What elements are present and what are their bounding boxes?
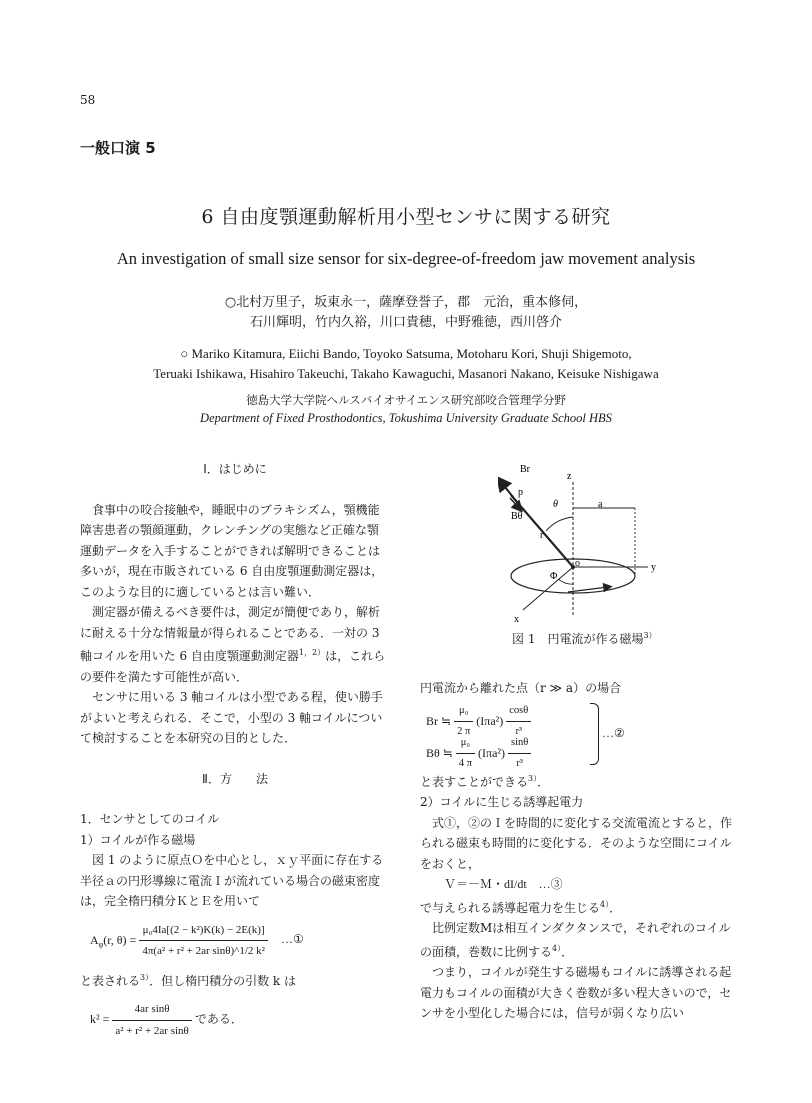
citation-4: 4）: [600, 899, 610, 909]
right-column: [420, 678, 732, 1024]
paragraph-emf-3: [420, 918, 732, 962]
paragraph-intro-3: センサに用いる 3 軸コイルは小型である程，使い勝手がよいと考えられる．そこで，小型の 3 軸コイルについて検討することを本研究の目的とした．: [80, 690, 383, 745]
eq-br-num: cosθ: [506, 701, 531, 723]
figure-1-citation: 3）: [643, 631, 657, 640]
paragraph-emf-1: 式①，②のＩを時間的に変化する交流電流とすると，作られる磁束も時間的に変化する．そのような空間にコイルをおくと，: [420, 815, 733, 871]
eq2-denominator: a² + r² + 2ar sinθ: [115, 1024, 189, 1037]
equation-1: [90, 920, 390, 962]
eq-btheta-lhs: Bθ ≒: [426, 745, 453, 760]
eq-2-tag: …②: [602, 725, 625, 740]
eq-btheta-mid: (Iπa²): [478, 745, 505, 760]
label-r: r: [540, 530, 544, 541]
page-number: 58: [80, 93, 96, 107]
section-heading-introduction: Ⅰ．はじめに: [203, 462, 267, 476]
label-p: p: [518, 487, 523, 498]
label-a: a: [598, 499, 603, 510]
left-column: [80, 459, 390, 1041]
paragraph-intro-2-text-a: 測定器が備えるべき要件は，測定が簡便であり，解析に耐える十分な情報量が得られることである．一対の 3 軸コイルを用いた 6 自由度顎運動測定器: [80, 605, 381, 663]
eq-br-mid: (Iπa²): [476, 713, 504, 728]
paragraph-method-2-text-b: ．但し楕円積分の引数 k は: [149, 973, 297, 988]
eq-br-lhs: Br ≒: [426, 713, 452, 728]
authors-en-line-1: ○ Mariko Kitamura, Eiichi Bando, Toyoko Satsuma, Motoharu Kori, Shuji Shigemoto,: [180, 346, 632, 361]
equation-2: [90, 999, 390, 1041]
subsection-coil-as-sensor: 1．センサとしてのコイル: [80, 812, 220, 826]
paragraph-method-1: 図 1 のように原点Ｏを中心とし，ｘｙ平面に存在する半径ａの円形導線に電流Ｉが流れている場合の磁束密度は，完全楕円積分ＫとＥを用いて: [80, 853, 384, 908]
equation-3: Ｖ＝－Ｍ・dI/dt …③: [444, 877, 563, 891]
eq-btheta-den: r³: [516, 758, 523, 769]
eq1-subscript: φ: [98, 939, 104, 949]
label-z: z: [567, 471, 572, 482]
paragraph-emf-2-text-a: で与えられる誘導起電力を生じる: [420, 900, 601, 915]
label-x: x: [514, 614, 519, 625]
label-theta: θ: [553, 499, 558, 510]
authors-ja-line-2: 石川輝明，竹内久裕，川口貴穂，中野雅徳，西川啓介: [249, 315, 562, 330]
title-english: An investigation of small size sensor for six-degree-of-freedom jaw movement analysis: [116, 249, 696, 268]
citation-1-2: 1，2）: [298, 648, 326, 657]
title-japanese: 6 自由度顎運動解析用小型センサに関する研究: [201, 206, 611, 228]
paragraph-method-2: [80, 968, 390, 992]
eq1-denominator: 4π(a² + r² + 2ar sinθ)^1/2 k²: [142, 945, 265, 957]
subsubsection-induced-emf: 2）コイルに生じる誘導起電力: [420, 795, 584, 809]
affiliation-english: Department of Fixed Prosthodontics, Tokushima University Graduate School HBS: [200, 411, 612, 425]
eq1-lhs: A: [90, 932, 99, 947]
eq-btheta-coef-num: μ₀: [456, 733, 475, 755]
paragraph-emf-3-text-b: ．: [561, 944, 574, 959]
eq2-fraction: [112, 999, 191, 1041]
eq-btheta: [426, 733, 531, 775]
paragraph-emf-2: [420, 895, 732, 919]
figure-1-caption-text: 図 1 円電流が作る磁場: [512, 632, 644, 646]
paragraph-intro-1: 食事中の咬合接触や，睡眠中のブラキシズム，顎機能障害患者の顎顔運動，クレンチングの実態など正確な顎運動データを入手することができれば解明できることは多いが，現在市販されている 6 自由度顎運動測定器は，このような目的に適しているとは言い難い．: [80, 502, 384, 599]
figure-1-caption: [512, 630, 657, 647]
paragraph-method-2-text-a: と表される: [80, 973, 141, 988]
eq-br-coef-num: μ₀: [454, 701, 473, 723]
authors-japanese: [0, 293, 812, 333]
equation-2-block: [420, 701, 732, 769]
subsubsection-magnetic-field: 1）コイルが作る磁場: [80, 832, 196, 847]
eq1-arg: (r, θ) =: [103, 932, 137, 947]
eq-btheta-num: sinθ: [508, 733, 531, 755]
figure-1-diagram: [498, 462, 688, 627]
eq-btheta-coef-den: 4 π: [458, 758, 473, 769]
phi-arc: [558, 579, 574, 584]
theta-arc: [546, 517, 573, 531]
session-label: 一般口演 5: [80, 139, 156, 157]
label-y: y: [651, 562, 656, 573]
br-arrow: [501, 482, 513, 497]
paragraph-intro-2-text-b: は，これらの要件を満たす可能性が高い．: [80, 649, 386, 684]
label-o: o: [575, 558, 580, 569]
paragraph-emf-3-text-a: 比例定数Mは相互インダクタンスで，それぞれのコイルの面積，巻数に比例する: [420, 921, 731, 959]
eq-br-coef-den: 2 π: [457, 726, 471, 737]
citation-4b: 4）: [552, 943, 562, 953]
eq1-numerator: μ₀4Ia[(2 − k²)K(k) − 2E(k)]: [139, 920, 268, 942]
label-br: Br: [520, 464, 530, 475]
label-phi: Φ: [550, 571, 558, 582]
eq2-lhs: k² =: [90, 1011, 110, 1026]
section-heading-methods: Ⅱ．方 法: [202, 771, 268, 786]
eq2-numerator: 4ar sinθ: [112, 999, 191, 1021]
authors-english: [0, 344, 812, 384]
eq1-tag: …①: [280, 932, 304, 947]
citation-3b: 3）: [528, 773, 538, 783]
eq2-tail: である．: [194, 1011, 243, 1026]
eq1-fraction: [139, 920, 268, 962]
eq-br-den: r³: [515, 726, 523, 737]
authors-ja-line-1: ○北村万里子，坂東永一，薩摩登誉子，郡 元治，重本修伺，: [224, 295, 588, 310]
paragraph-expression-text-a: と表すことができる: [420, 774, 529, 789]
citation-3: 3）: [140, 972, 150, 982]
paragraph-emf-4: つまり，コイルが発生する磁場もコイルに誘導される起電力もコイルの面積が大きく巻数が多い程大きいので，センサを小型化した場合には，信号が弱くなり広い: [420, 965, 732, 1020]
paragraph-expression-text-b: ．: [537, 774, 550, 789]
authors-en-line-2: Teruaki Ishikawa, Hisahiro Takeuchi, Takaho Kawaguchi, Masanori Nakano, Keisuke Nishigawa: [153, 366, 659, 381]
eq-btheta-coef: [456, 733, 475, 775]
label-btheta: Bθ: [511, 511, 523, 522]
paragraph-far-field: 円電流から離れた点（r ≫ a）の場合: [420, 681, 622, 695]
paragraph-emf-2-text-b: ．: [609, 900, 622, 915]
eq-btheta-frac: [508, 733, 531, 775]
equation-brace: [590, 703, 599, 765]
affiliation-japanese: 徳島大学大学院ヘルスバイオサイエンス研究部咬合管理学分野: [246, 393, 566, 407]
paragraph-intro-2: [80, 602, 390, 687]
